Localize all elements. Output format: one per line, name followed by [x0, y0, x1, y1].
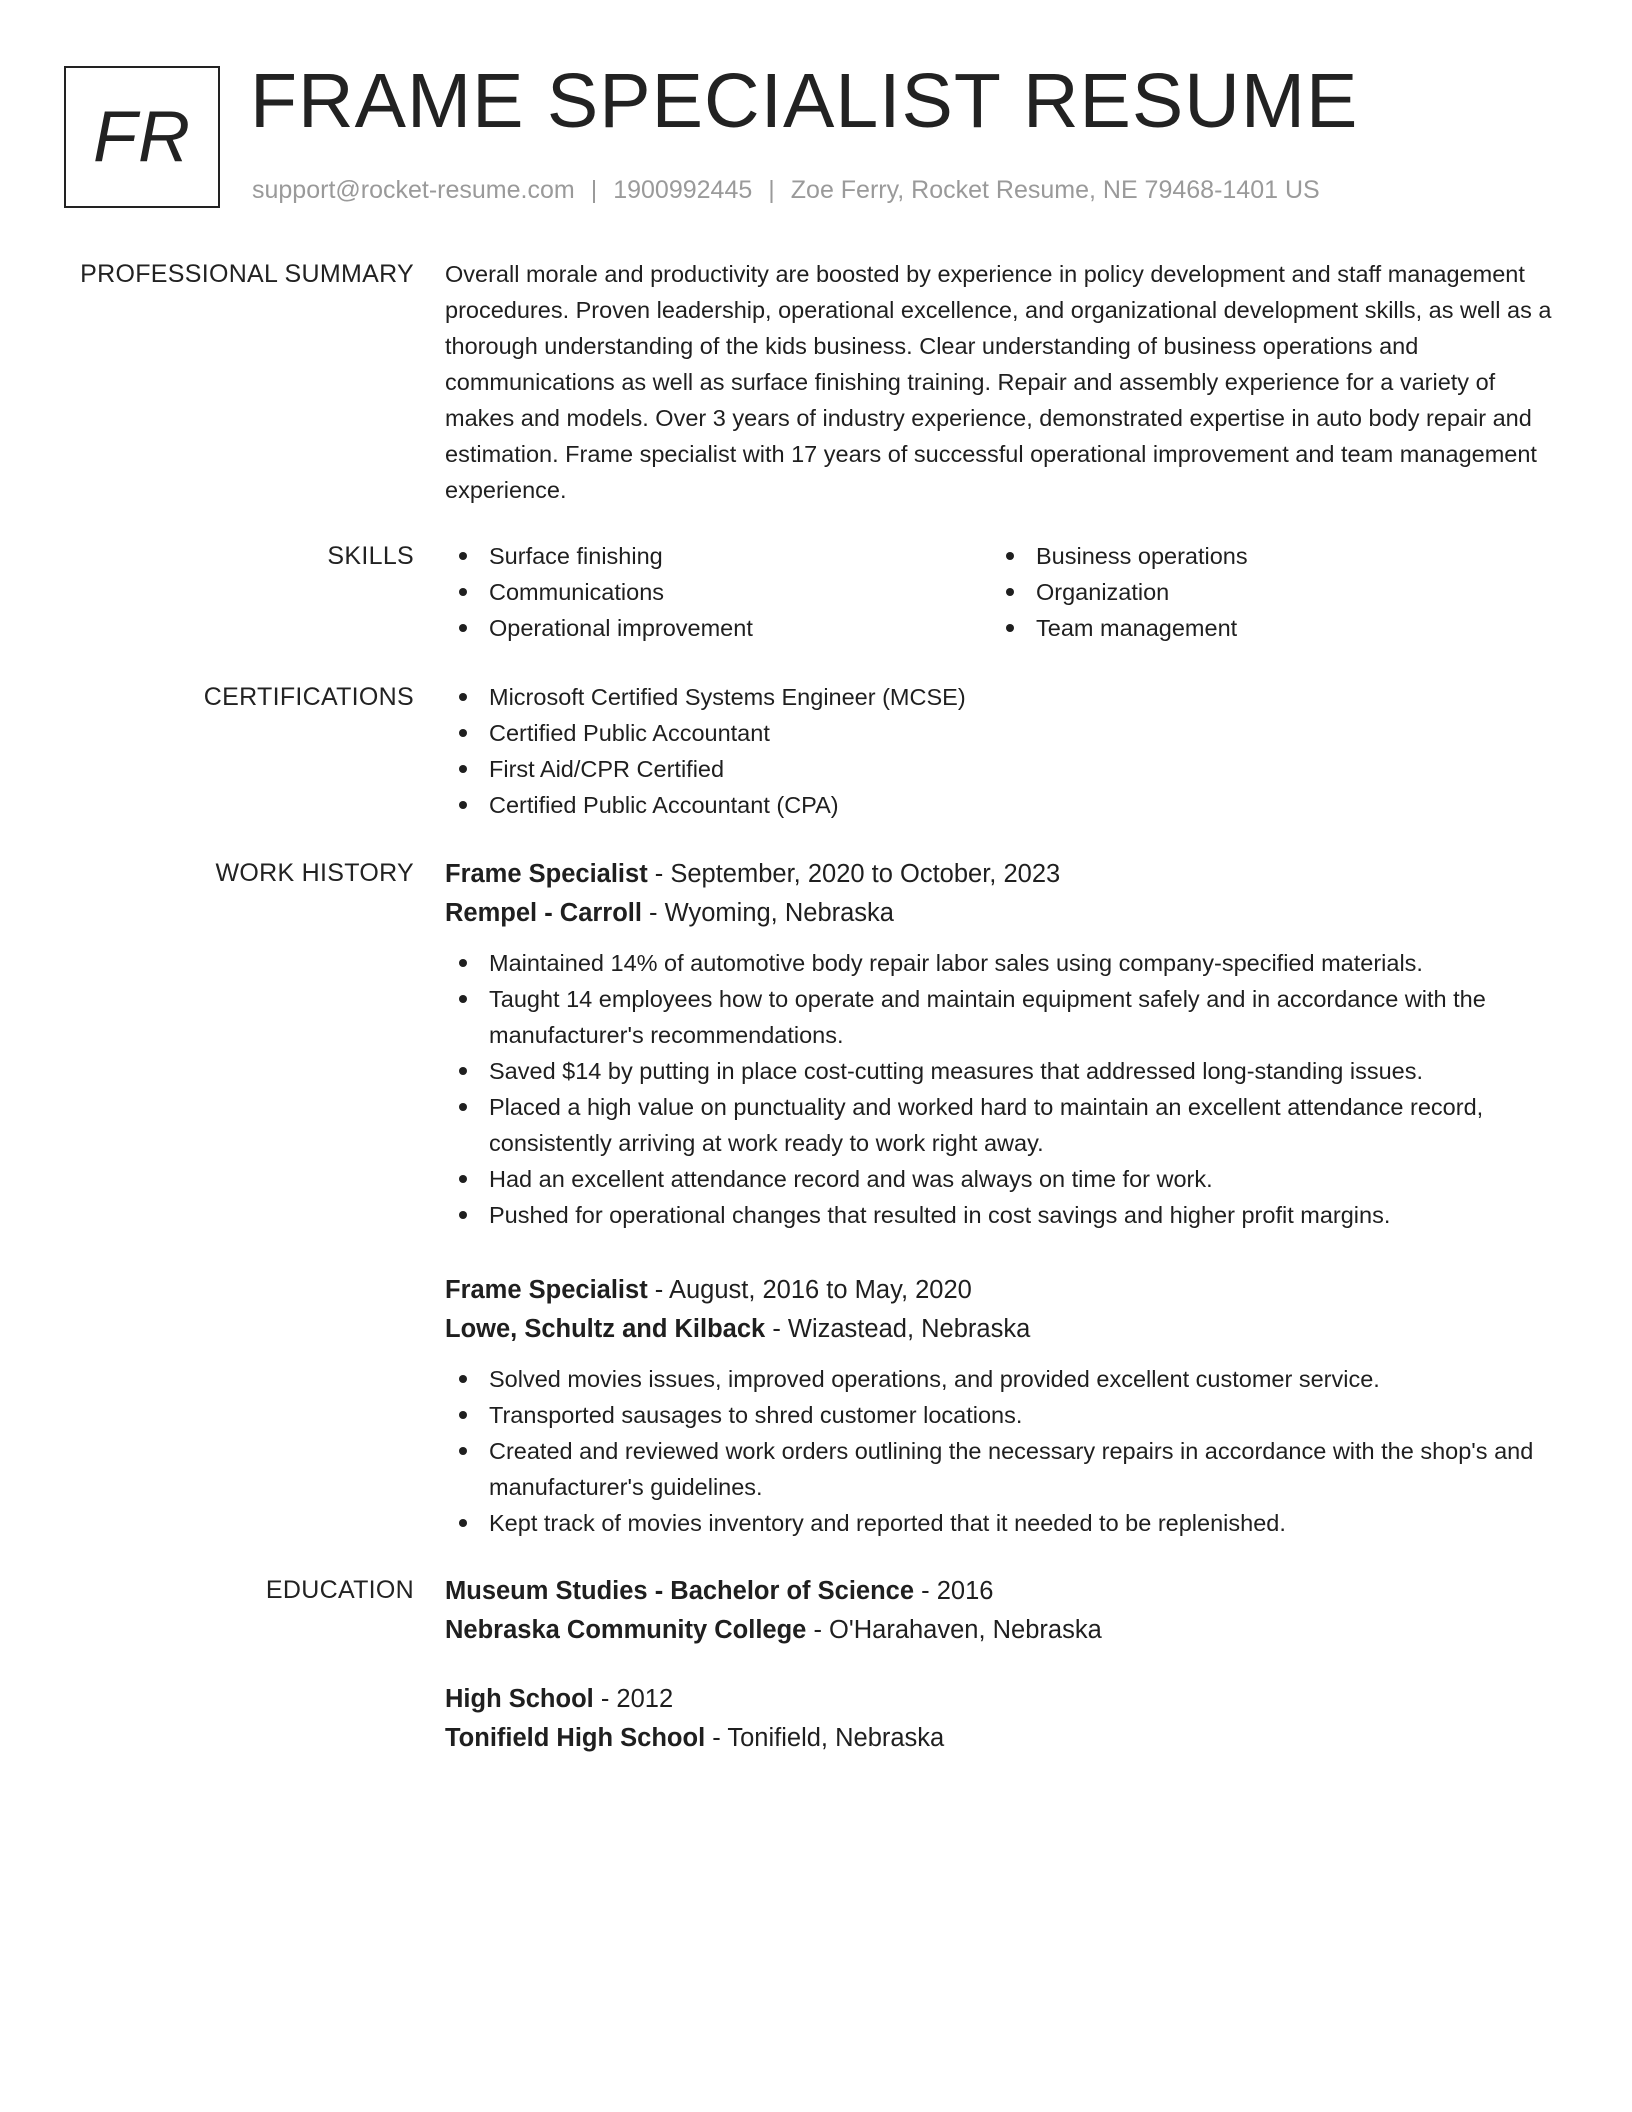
- contact-separator: |: [768, 176, 775, 204]
- skill-item: Team management: [992, 610, 1539, 646]
- job-bullet: Created and reviewed work orders outlining the necessary repairs in accordance with the shop's and manufacturer's guidelines.: [445, 1433, 1565, 1505]
- certification-item: Microsoft Certified Systems Engineer (MCSE): [445, 679, 1565, 715]
- skill-item: Communications: [445, 574, 992, 610]
- skill-item: Business operations: [992, 538, 1539, 574]
- job-entry: [445, 1271, 1565, 1541]
- monogram-box: [64, 66, 220, 208]
- job-bullet: Maintained 14% of automotive body repair labor sales using company-specified materials.: [445, 945, 1565, 981]
- skill-item: Surface finishing: [445, 538, 992, 574]
- work-history-body: [445, 855, 1565, 1541]
- education-year: - 2016: [914, 1577, 994, 1605]
- job-bullet: Saved $14 by putting in place cost-cutting measures that addressed long-standing issues.: [445, 1053, 1565, 1089]
- job-title-line: [445, 1271, 1565, 1310]
- job-location: - Wizastead, Nebraska: [765, 1315, 1031, 1343]
- education-school: Nebraska Community College: [445, 1616, 807, 1644]
- job-bullet: Solved movies issues, improved operations, and provided excellent customer service.: [445, 1361, 1565, 1397]
- contact-line: [252, 174, 1320, 206]
- job-bullet: Transported sausages to shred customer locations.: [445, 1397, 1565, 1433]
- education-location: - O'Harahaven, Nebraska: [806, 1616, 1102, 1644]
- job-company: Rempel - Carroll: [445, 899, 642, 927]
- education-entry: [445, 1572, 1565, 1650]
- section-label-certifications: CERTIFICATIONS: [203, 683, 414, 711]
- job-bullet: Pushed for operational changes that resulted in cost savings and higher profit margins.: [445, 1197, 1565, 1233]
- job-entry: [445, 855, 1565, 1233]
- skills-body: [445, 538, 1565, 646]
- job-bullet: Had an excellent attendance record and was always on time for work.: [445, 1161, 1565, 1197]
- certifications-list: [445, 679, 1565, 823]
- skill-item: Operational improvement: [445, 610, 992, 646]
- education-degree: High School: [445, 1685, 594, 1713]
- summary-text: Overall morale and productivity are boosted by experience in policy development and staff management procedures. Proven leadership, operational excellence, and organizational development skills, as well as a thorough understanding of the kids business. Clear understanding of business operations and communications as well as surface finishing training. Repair and assembly experience for a variety of makes and models. Over 3 years of industry experience, demonstrated expertise in auto body repair and estimation. Frame specialist with 17 years of successful operational improvement and team management experience.: [445, 261, 1552, 503]
- certification-item: Certified Public Accountant (CPA): [445, 787, 1565, 823]
- education-degree-line: [445, 1572, 1565, 1611]
- certifications-body: [445, 679, 1565, 823]
- section-label-skills: SKILLS: [327, 542, 414, 570]
- section-label-summary: PROFESSIONAL SUMMARY: [80, 260, 414, 288]
- job-title: Frame Specialist: [445, 860, 648, 888]
- job-title-line: [445, 855, 1565, 894]
- education-location: - Tonifield, Nebraska: [705, 1724, 945, 1752]
- job-company-line: [445, 1310, 1565, 1349]
- education-degree-line: [445, 1680, 1565, 1719]
- education-degree: Museum Studies - Bachelor of Science: [445, 1577, 915, 1605]
- job-bullet: Placed a high value on punctuality and worked hard to maintain an excellent attendance record, consistently arriving at work ready to work right away.: [445, 1089, 1565, 1161]
- education-school: Tonifield High School: [445, 1724, 706, 1752]
- job-company: Lowe, Schultz and Kilback: [445, 1315, 766, 1343]
- job-dates: - September, 2020 to October, 2023: [647, 860, 1061, 888]
- skill-item: Organization: [992, 574, 1539, 610]
- job-bullet: Kept track of movies inventory and reported that it needed to be replenished.: [445, 1505, 1565, 1541]
- section-label-work-history: WORK HISTORY: [215, 859, 414, 887]
- section-label-education: EDUCATION: [265, 1576, 414, 1604]
- contact-separator: |: [590, 176, 598, 204]
- job-company-line: [445, 894, 1565, 933]
- education-body: [445, 1572, 1565, 1758]
- skills-list-right: [992, 538, 1539, 646]
- resume-title: FRAME SPECIALIST RESUME: [250, 58, 1359, 144]
- education-year: - 2012: [593, 1685, 674, 1713]
- certification-item: First Aid/CPR Certified: [445, 751, 1565, 787]
- job-bullets: [445, 945, 1565, 1233]
- contact-address: Zoe Ferry, Rocket Resume, NE 79468-1401 US: [790, 176, 1320, 204]
- monogram-initials: FR: [93, 97, 191, 177]
- job-bullet: Taught 14 employees how to operate and maintain equipment safely and in accordance with the manufacturer's recommendations.: [445, 981, 1565, 1053]
- contact-email[interactable]: support@rocket-resume.com: [252, 176, 575, 204]
- job-dates: - August, 2016 to May, 2020: [647, 1276, 972, 1304]
- job-title: Frame Specialist: [445, 1276, 648, 1304]
- skills-grid: [445, 538, 1565, 646]
- education-school-line: [445, 1719, 1565, 1758]
- skills-list-left: [445, 538, 992, 646]
- education-entry: [445, 1680, 1565, 1758]
- contact-phone[interactable]: 1900992445: [613, 176, 753, 204]
- certification-item: Certified Public Accountant: [445, 715, 1565, 751]
- job-location: - Wyoming, Nebraska: [641, 899, 894, 927]
- job-bullets: [445, 1361, 1565, 1541]
- education-school-line: [445, 1611, 1565, 1650]
